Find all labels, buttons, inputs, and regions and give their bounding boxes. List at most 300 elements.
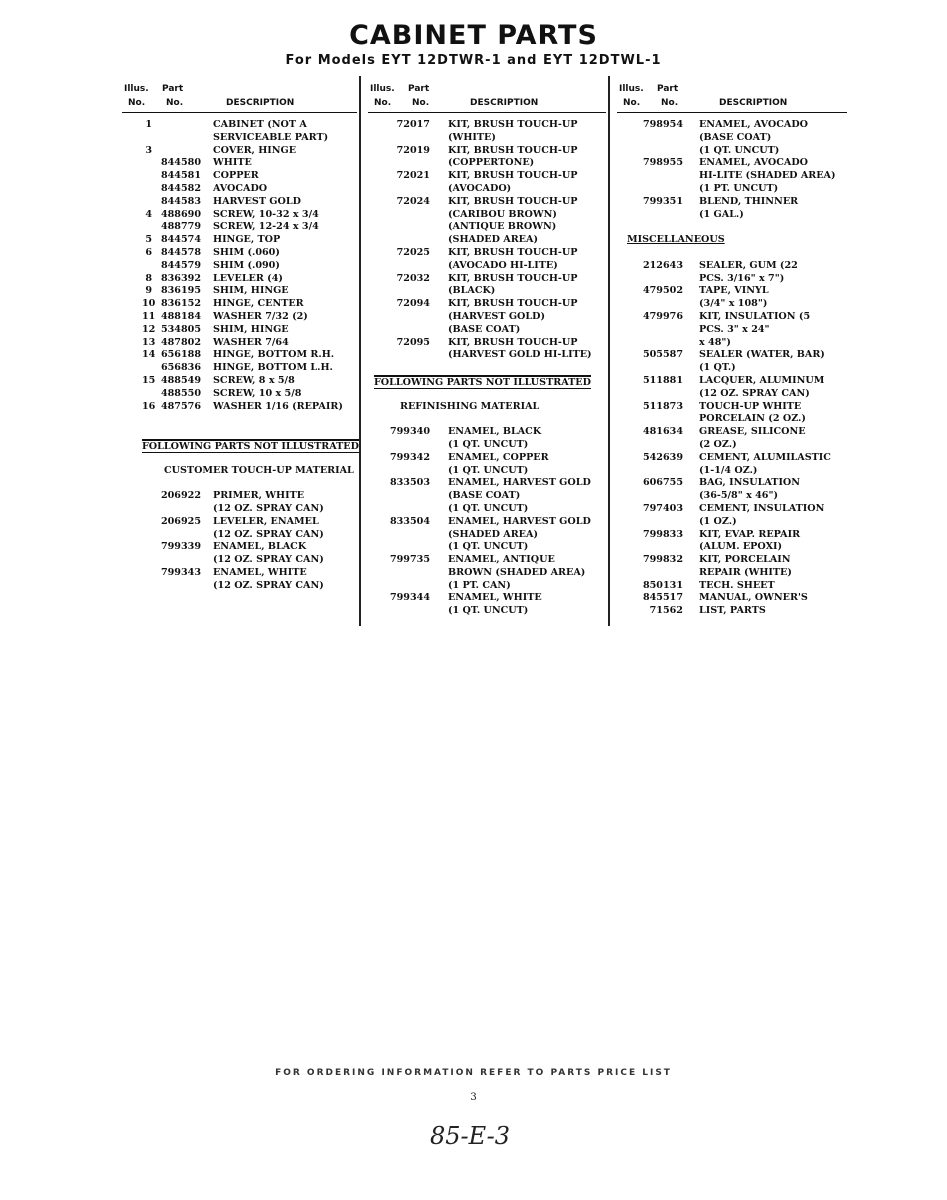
table-row xyxy=(617,285,847,298)
part-number: 488779 xyxy=(160,221,201,233)
table-row xyxy=(368,580,606,593)
table-row xyxy=(122,324,357,337)
table-row xyxy=(368,516,606,529)
header-illus: Illus. xyxy=(124,84,149,94)
part-number: 206922 xyxy=(160,490,201,502)
table-row xyxy=(368,452,606,465)
description: HINGE, BOTTOM R.H. xyxy=(213,349,335,361)
parts-list xyxy=(617,119,847,618)
description: CEMENT, ALUMILASTIC xyxy=(699,451,831,463)
description: LEVELER (4) xyxy=(213,272,283,284)
table-row xyxy=(617,388,847,401)
table-row xyxy=(368,196,606,209)
description: (HARVEST GOLD) xyxy=(448,310,545,322)
table-row xyxy=(122,132,357,145)
section-subheading xyxy=(122,465,357,478)
handwritten-code: 85-E-3 xyxy=(430,1122,510,1150)
part-number: 656188 xyxy=(160,349,201,361)
table-row xyxy=(617,567,847,580)
table-row xyxy=(617,119,847,132)
description: AVOCADO xyxy=(213,182,268,194)
description: HINGE, CENTER xyxy=(213,298,304,310)
description: (1 PT. UNCUT) xyxy=(699,182,779,194)
table-row xyxy=(617,439,847,452)
table-row xyxy=(617,337,847,350)
part-number: 836152 xyxy=(160,298,201,310)
table-row xyxy=(122,516,357,529)
table-row xyxy=(617,401,847,414)
table-row xyxy=(122,145,357,158)
description: (1 PT. CAN) xyxy=(448,579,511,591)
table-row xyxy=(122,388,357,401)
table-row xyxy=(617,349,847,362)
part-number: 833504 xyxy=(389,515,430,527)
header-part: Part xyxy=(408,84,430,94)
description: (CARIBOU BROWN) xyxy=(448,208,557,220)
description: (1-1/4 OZ.) xyxy=(699,464,758,476)
description: CABINET (NOT A xyxy=(213,119,307,130)
part-number: 487802 xyxy=(160,336,201,348)
description: (1 OZ.) xyxy=(699,515,737,527)
table-row xyxy=(368,324,606,337)
section-heading xyxy=(122,439,357,452)
description: KIT, BRUSH TOUCH-UP xyxy=(448,246,578,258)
table-row xyxy=(122,247,357,260)
description: (BASE COAT) xyxy=(448,323,521,335)
row-spacer xyxy=(617,247,847,260)
description: FOLLOWING PARTS NOT ILLUSTRATED xyxy=(142,440,359,452)
row-spacer xyxy=(617,221,847,234)
description: ENAMEL, WHITE xyxy=(448,592,542,604)
table-row xyxy=(122,541,357,554)
table-row xyxy=(122,311,357,324)
illus-number: 9 xyxy=(145,285,152,297)
table-row xyxy=(122,209,357,222)
table-row xyxy=(122,490,357,503)
part-number: 799344 xyxy=(389,592,430,604)
description: (3/4" x 108") xyxy=(699,298,768,310)
description: CEMENT, INSULATION xyxy=(699,502,825,514)
description: (1 GAL.) xyxy=(699,208,744,220)
table-row xyxy=(122,503,357,516)
description: BAG, INSULATION xyxy=(699,477,801,489)
description: (1 QT. UNCUT) xyxy=(448,438,529,450)
table-row xyxy=(122,285,357,298)
table-row xyxy=(368,426,606,439)
description: SERVICEABLE PART) xyxy=(213,131,329,143)
column-divider xyxy=(359,76,361,626)
description: KIT, BRUSH TOUCH-UP xyxy=(448,170,578,182)
description: PCS. 3/16" x 7") xyxy=(699,272,785,284)
description: (1 QT. UNCUT) xyxy=(448,605,529,617)
description: WHITE xyxy=(213,157,252,169)
description: (BASE COAT) xyxy=(448,490,521,502)
table-row xyxy=(617,324,847,337)
table-row xyxy=(617,157,847,170)
table-row xyxy=(617,413,847,426)
description: GREASE, SILICONE xyxy=(699,426,806,438)
table-row xyxy=(617,503,847,516)
table-row xyxy=(617,554,847,567)
header-part: Part xyxy=(162,84,184,94)
table-row xyxy=(122,157,357,170)
illus-number: 5 xyxy=(145,234,152,246)
page-number: 3 xyxy=(470,1092,477,1103)
header-description: DESCRIPTION xyxy=(470,98,539,108)
description: (12 OZ. SPRAY CAN) xyxy=(699,387,810,399)
table-row xyxy=(617,477,847,490)
part-number: 799342 xyxy=(389,451,430,463)
part-number: 799351 xyxy=(642,195,683,207)
row-spacer xyxy=(122,452,357,465)
table-row xyxy=(617,529,847,542)
illus-number: 16 xyxy=(142,400,156,412)
description: KIT, EVAP. REPAIR xyxy=(699,528,801,540)
description: (ALUM. EPOXI) xyxy=(699,541,783,553)
illus-number: 12 xyxy=(142,323,156,335)
table-row xyxy=(122,337,357,350)
description: LACQUER, ALUMINUM xyxy=(699,374,825,386)
header-no: No. xyxy=(128,98,146,108)
description: SHIM (.060) xyxy=(213,246,280,258)
description: ENAMEL, HARVEST GOLD xyxy=(448,515,591,527)
header-part: Part xyxy=(657,84,679,94)
parts-list xyxy=(122,119,357,592)
table-row xyxy=(617,196,847,209)
table-row xyxy=(368,529,606,542)
part-number: 488184 xyxy=(160,310,201,322)
column-divider xyxy=(608,76,610,626)
table-row xyxy=(368,209,606,222)
table-row xyxy=(368,490,606,503)
description: COVER, HINGE xyxy=(213,144,297,156)
description: FOLLOWING PARTS NOT ILLUSTRATED xyxy=(374,376,591,388)
description: ENAMEL, BLACK xyxy=(448,426,542,438)
description: SEALER (WATER, BAR) xyxy=(699,349,825,361)
header-part-no: No. xyxy=(166,98,184,108)
table-row xyxy=(368,273,606,286)
header-description: DESCRIPTION xyxy=(719,98,788,108)
part-number: 844578 xyxy=(160,246,201,258)
table-row xyxy=(368,183,606,196)
illus-number: 3 xyxy=(145,144,152,156)
parts-column-1 xyxy=(122,80,357,592)
part-number: 487576 xyxy=(160,400,201,412)
table-row xyxy=(368,349,606,362)
description: (12 OZ. SPRAY CAN) xyxy=(213,579,324,591)
description: SCREW, 12-24 x 3/4 xyxy=(213,221,319,233)
description: ENAMEL, WHITE xyxy=(213,566,307,578)
part-number: 844579 xyxy=(160,259,201,271)
description: LIST, PARTS xyxy=(699,605,766,617)
table-row xyxy=(368,605,606,618)
description: WASHER 1/16 (REPAIR) xyxy=(213,400,343,412)
part-number: 797403 xyxy=(642,502,683,514)
description: TOUCH-UP WHITE xyxy=(699,400,802,412)
table-row xyxy=(122,196,357,209)
description: KIT, BRUSH TOUCH-UP xyxy=(448,119,578,130)
table-row xyxy=(122,349,357,362)
section-heading xyxy=(368,375,606,388)
table-row xyxy=(617,592,847,605)
table-row xyxy=(617,170,847,183)
description: SHIM, HINGE xyxy=(213,323,289,335)
header-no: No. xyxy=(623,98,641,108)
part-number: 479976 xyxy=(642,310,683,322)
table-row xyxy=(368,145,606,158)
description: (1 QT. UNCUT) xyxy=(448,464,529,476)
description: KIT, BRUSH TOUCH-UP xyxy=(448,195,578,207)
part-number: 799833 xyxy=(642,528,683,540)
table-row xyxy=(368,337,606,350)
part-number: 479502 xyxy=(642,285,683,297)
table-row xyxy=(368,247,606,260)
section-subheading xyxy=(368,401,606,414)
description: HI-LITE (SHADED AREA) xyxy=(699,170,836,182)
description: KIT, BRUSH TOUCH-UP xyxy=(448,336,578,348)
description: SCREW, 10-32 x 3/4 xyxy=(213,208,319,220)
part-number: 844583 xyxy=(160,195,201,207)
table-row xyxy=(617,580,847,593)
table-row xyxy=(122,529,357,542)
description: KIT, BRUSH TOUCH-UP xyxy=(448,144,578,156)
description: PORCELAIN (2 OZ.) xyxy=(699,413,806,425)
illus-number: 8 xyxy=(145,272,152,284)
description: MISCELLANEOUS xyxy=(627,234,725,246)
illus-number: 6 xyxy=(145,246,152,258)
table-row xyxy=(617,452,847,465)
part-number: 845517 xyxy=(642,592,683,604)
table-row xyxy=(368,439,606,452)
description: (BLACK) xyxy=(448,285,496,297)
part-number: 799735 xyxy=(389,554,430,566)
description: (WHITE) xyxy=(448,131,496,143)
table-row xyxy=(368,221,606,234)
description: REPAIR (WHITE) xyxy=(699,566,792,578)
table-row xyxy=(368,477,606,490)
description: REFINISHING MATERIAL xyxy=(400,400,540,412)
part-number: 212643 xyxy=(642,259,683,271)
description: (12 OZ. SPRAY CAN) xyxy=(213,554,324,566)
table-row xyxy=(617,311,847,324)
illus-number: 14 xyxy=(142,349,156,361)
header-no: No. xyxy=(374,98,392,108)
header-description: DESCRIPTION xyxy=(226,98,295,108)
description: (36-5/8" x 46") xyxy=(699,490,779,502)
part-number: 836392 xyxy=(160,272,201,284)
part-number: 534805 xyxy=(160,323,201,335)
table-row xyxy=(368,119,606,132)
part-number: 72032 xyxy=(396,272,430,284)
row-spacer xyxy=(368,388,606,401)
description: (BASE COAT) xyxy=(699,131,772,143)
description: (AVOCADO HI-LITE) xyxy=(448,259,558,271)
part-number: 511873 xyxy=(642,400,683,412)
description: BROWN (SHADED AREA) xyxy=(448,566,586,578)
description: ENAMEL, BLACK xyxy=(213,541,307,553)
description: (SHADED AREA) xyxy=(448,528,538,540)
part-number: 799343 xyxy=(160,566,201,578)
illus-number: 4 xyxy=(145,208,152,220)
column-header xyxy=(368,80,606,113)
table-row xyxy=(368,132,606,145)
description: ENAMEL, ANTIQUE xyxy=(448,554,555,566)
part-number: 72021 xyxy=(396,170,430,182)
description: TECH. SHEET xyxy=(699,579,775,591)
description: (AVOCADO) xyxy=(448,182,512,194)
description: (1 QT. UNCUT) xyxy=(448,502,529,514)
parts-list xyxy=(368,119,606,618)
description: KIT, BRUSH TOUCH-UP xyxy=(448,298,578,310)
part-number: 606755 xyxy=(642,477,683,489)
part-number: 798954 xyxy=(642,119,683,130)
row-spacer xyxy=(122,413,357,426)
part-number: 72094 xyxy=(396,298,430,310)
description: MANUAL, OWNER'S xyxy=(699,592,808,604)
table-row xyxy=(368,260,606,273)
page-subtitle: For Models EYT 12DTWR-1 and EYT 12DTWL-1 xyxy=(285,53,662,68)
description: KIT, PORCELAIN xyxy=(699,554,791,566)
part-number: 798955 xyxy=(642,157,683,169)
part-number: 542639 xyxy=(642,451,683,463)
description: (HARVEST GOLD HI-LITE) xyxy=(448,349,592,361)
header-illus: Illus. xyxy=(370,84,395,94)
description: PRIMER, WHITE xyxy=(213,490,305,502)
description: HINGE, BOTTOM L.H. xyxy=(213,362,333,374)
part-number: 481634 xyxy=(642,426,683,438)
description: x 48") xyxy=(699,336,731,348)
description: KIT, BRUSH TOUCH-UP xyxy=(448,272,578,284)
table-row xyxy=(617,362,847,375)
table-row xyxy=(122,298,357,311)
table-row xyxy=(122,260,357,273)
description: (SHADED AREA) xyxy=(448,234,538,246)
description: (ANTIQUE BROWN) xyxy=(448,221,557,233)
parts-column-3 xyxy=(617,80,847,618)
description: WASHER 7/32 (2) xyxy=(213,310,308,322)
table-row xyxy=(122,362,357,375)
description: (1 QT.) xyxy=(699,362,736,374)
table-row xyxy=(617,375,847,388)
table-row xyxy=(617,541,847,554)
description: ENAMEL, AVOCADO xyxy=(699,119,809,130)
description: SHIM, HINGE xyxy=(213,285,289,297)
description: HARVEST GOLD xyxy=(213,195,301,207)
table-row xyxy=(617,516,847,529)
description: ENAMEL, HARVEST GOLD xyxy=(448,477,591,489)
table-row xyxy=(617,426,847,439)
description: ENAMEL, AVOCADO xyxy=(699,157,809,169)
description: (1 QT. UNCUT) xyxy=(448,541,529,553)
table-row xyxy=(368,541,606,554)
table-row xyxy=(122,183,357,196)
table-row xyxy=(122,119,357,132)
part-number: 72095 xyxy=(396,336,430,348)
table-row xyxy=(368,465,606,478)
description: WASHER 7/64 xyxy=(213,336,289,348)
description: KIT, INSULATION (5 xyxy=(699,310,811,322)
description: LEVELER, ENAMEL xyxy=(213,515,319,527)
part-number: 844581 xyxy=(160,170,201,182)
description: PCS. 3" x 24" xyxy=(699,323,770,335)
description: (2 OZ.) xyxy=(699,438,737,450)
part-number: 850131 xyxy=(642,579,683,591)
column-header xyxy=(617,80,847,113)
part-number: 72024 xyxy=(396,195,430,207)
table-row xyxy=(617,183,847,196)
table-row xyxy=(368,157,606,170)
row-spacer xyxy=(368,362,606,375)
part-number: 844574 xyxy=(160,234,201,246)
part-number: 511881 xyxy=(642,374,683,386)
part-number: 72017 xyxy=(396,119,430,130)
illus-number: 11 xyxy=(142,310,156,322)
table-row xyxy=(368,234,606,247)
table-row xyxy=(368,503,606,516)
description: (1 QT. UNCUT) xyxy=(699,144,780,156)
parts-column-2 xyxy=(368,80,606,618)
description: TAPE, VINYL xyxy=(699,285,769,297)
description: SEALER, GUM (22 xyxy=(699,259,798,271)
part-number: 836195 xyxy=(160,285,201,297)
description: SCREW, 8 x 5/8 xyxy=(213,374,295,386)
part-number: 799339 xyxy=(160,541,201,553)
part-number: 488690 xyxy=(160,208,201,220)
description: SCREW, 10 x 5/8 xyxy=(213,387,302,399)
table-row xyxy=(368,311,606,324)
part-number: 844580 xyxy=(160,157,201,169)
illus-number: 13 xyxy=(142,336,156,348)
table-row xyxy=(122,580,357,593)
table-row xyxy=(122,554,357,567)
table-row xyxy=(368,170,606,183)
description: SHIM (.090) xyxy=(213,259,280,271)
table-row xyxy=(617,260,847,273)
table-row xyxy=(368,567,606,580)
description: BLEND, THINNER xyxy=(699,195,799,207)
table-row xyxy=(368,554,606,567)
header-part-no: No. xyxy=(412,98,430,108)
part-number: 799832 xyxy=(642,554,683,566)
table-row xyxy=(122,401,357,414)
table-row xyxy=(617,273,847,286)
row-spacer xyxy=(122,426,357,439)
row-spacer xyxy=(122,477,357,490)
part-number: 844582 xyxy=(160,182,201,194)
table-row xyxy=(122,375,357,388)
table-row xyxy=(617,465,847,478)
table-row xyxy=(122,170,357,183)
illus-number: 15 xyxy=(142,374,156,386)
part-number: 488549 xyxy=(160,374,201,386)
table-row xyxy=(617,605,847,618)
part-number: 656836 xyxy=(160,362,201,374)
table-row xyxy=(368,285,606,298)
description: COPPER xyxy=(213,170,259,182)
part-number: 72025 xyxy=(396,246,430,258)
description: HINGE, TOP xyxy=(213,234,281,246)
table-row xyxy=(617,209,847,222)
row-spacer xyxy=(368,413,606,426)
description: (12 OZ. SPRAY CAN) xyxy=(213,528,324,540)
table-row xyxy=(368,298,606,311)
table-row xyxy=(122,567,357,580)
part-number: 799340 xyxy=(389,426,430,438)
table-row xyxy=(617,145,847,158)
part-number: 505587 xyxy=(642,349,683,361)
table-row xyxy=(617,490,847,503)
table-row xyxy=(617,132,847,145)
